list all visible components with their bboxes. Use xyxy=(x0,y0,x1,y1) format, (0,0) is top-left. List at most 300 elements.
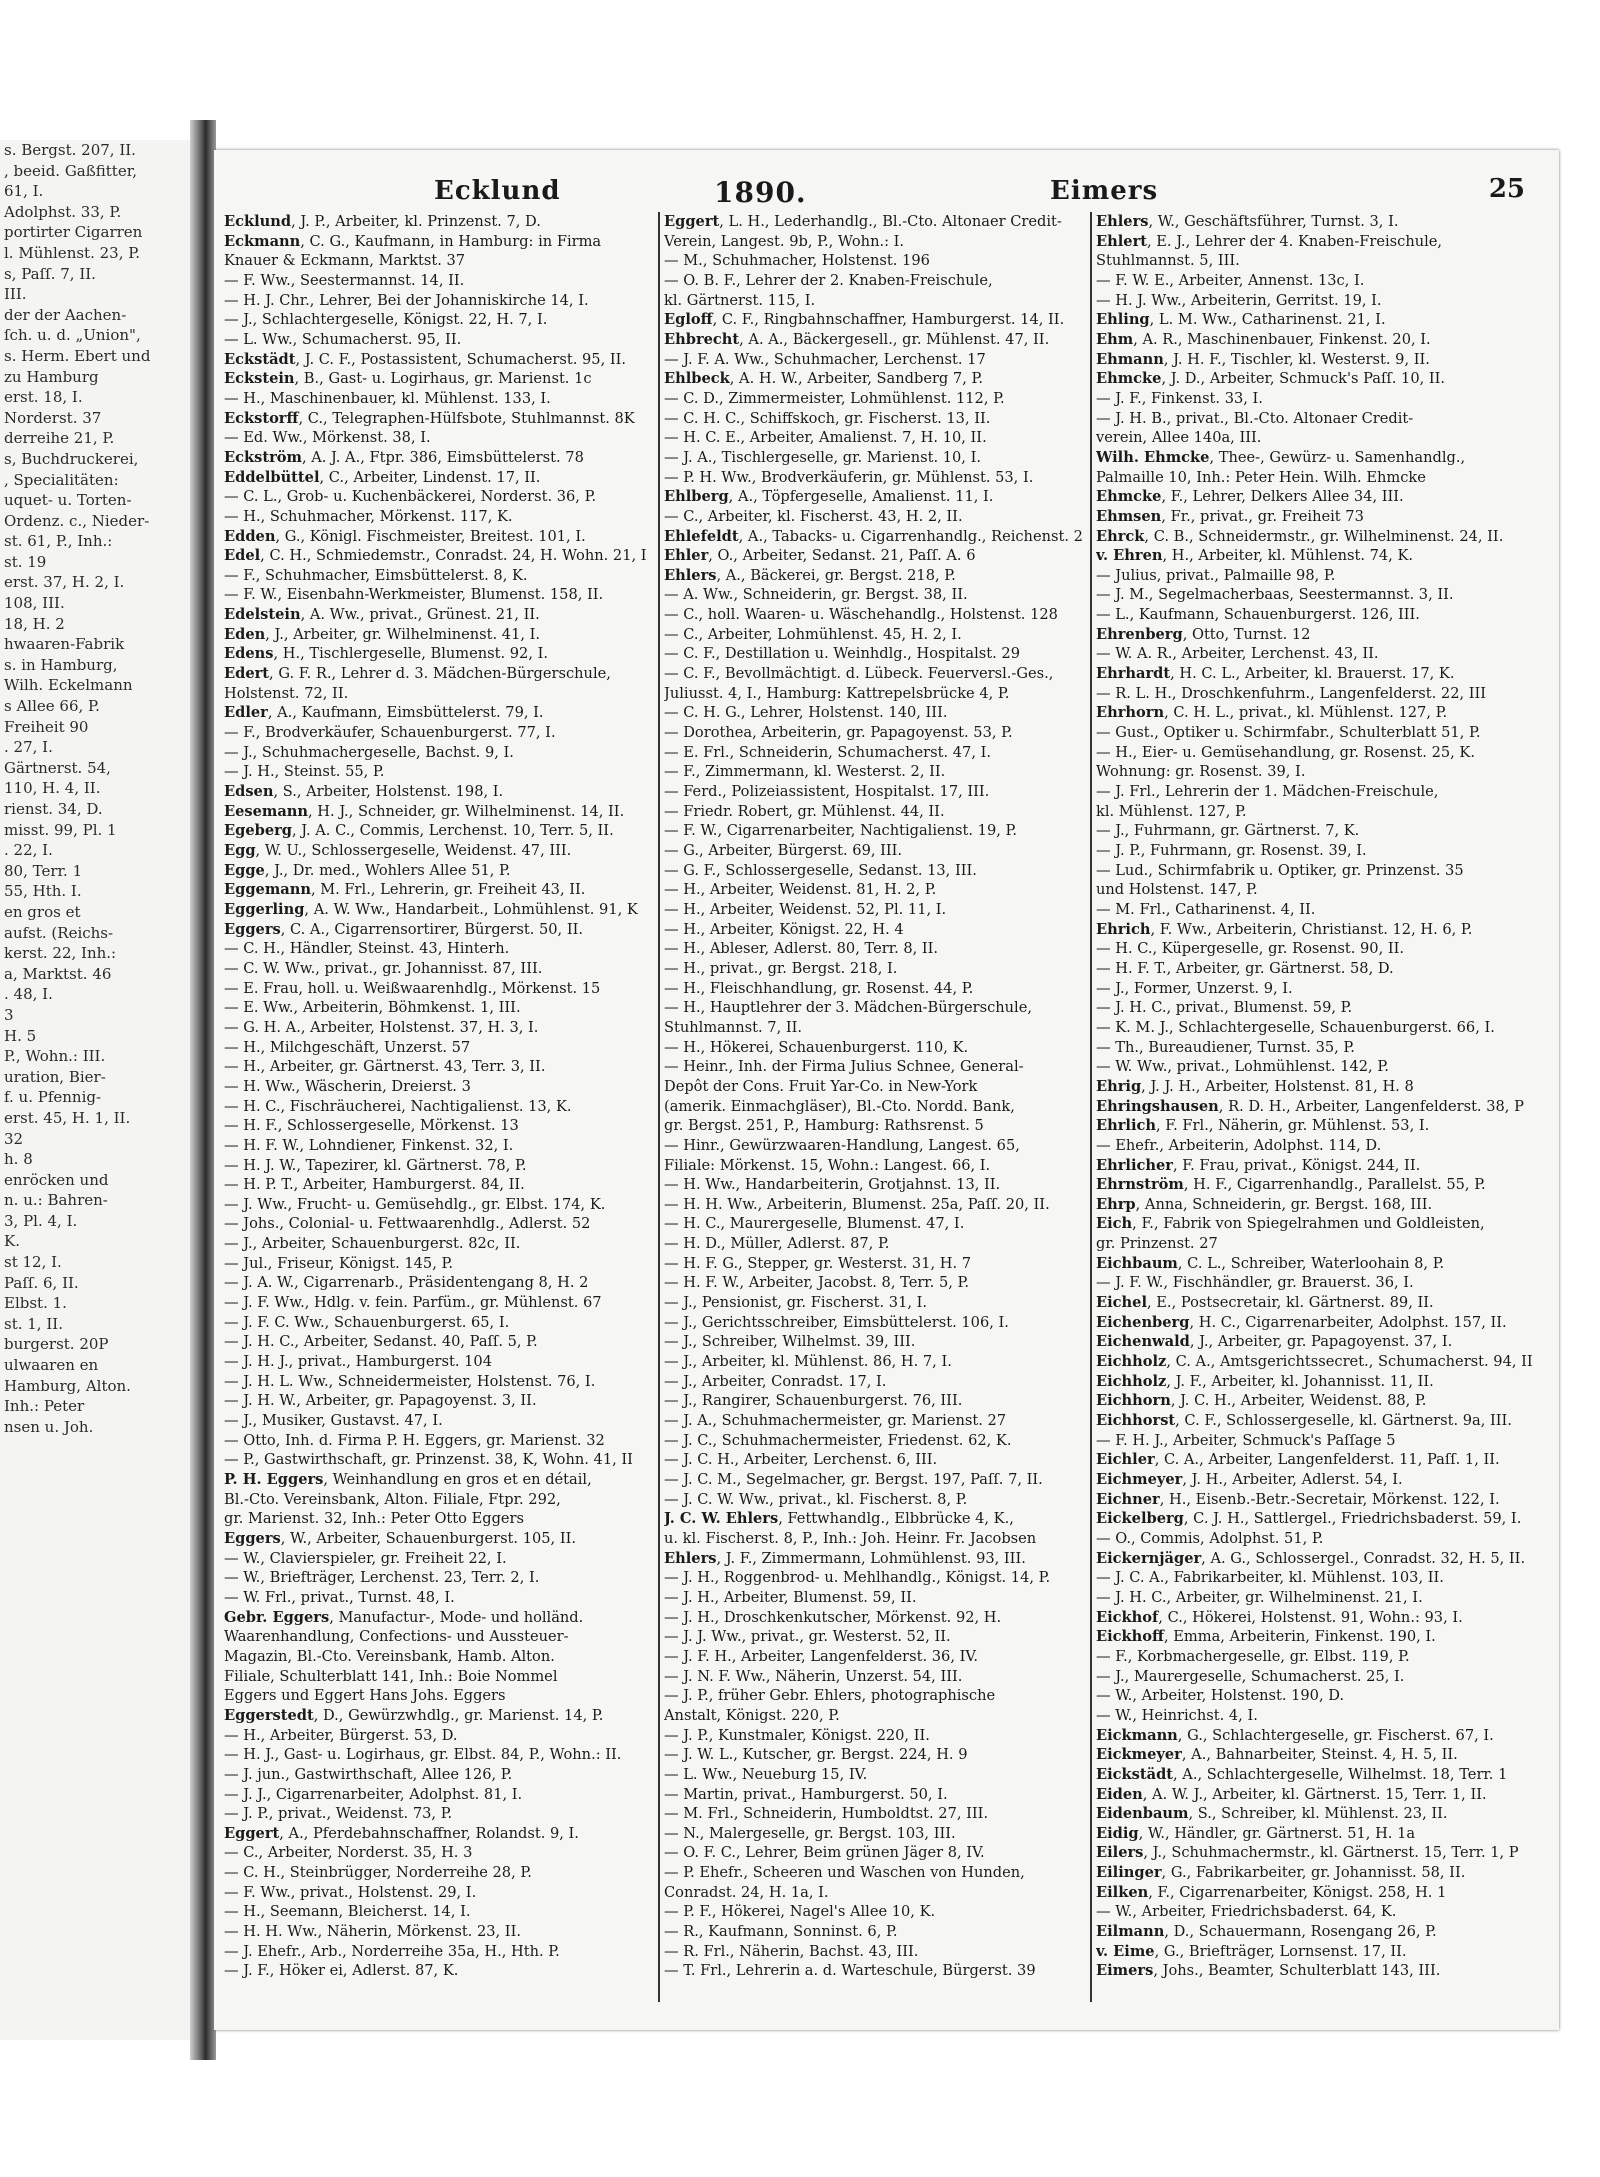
entry-surname: Ehm xyxy=(1096,330,1134,348)
directory-entry xyxy=(224,1195,654,1215)
directory-entry xyxy=(664,428,1086,448)
left-page-fragment: st. 1, II. xyxy=(4,1314,63,1333)
directory-entry xyxy=(224,546,654,566)
directory-entry xyxy=(224,880,654,900)
directory-entry xyxy=(1096,1726,1551,1746)
entry-surname: Eggert xyxy=(664,213,720,230)
left-page-fragment: 18, H. 2 xyxy=(4,614,65,633)
left-page-fragment: st. 19 xyxy=(4,552,47,571)
column-divider-2 xyxy=(1090,212,1092,2002)
entry-details: , W., Geschäftsführer, Turnst. 3, I. xyxy=(1148,213,1399,230)
entry-details: — J. Ww., Frucht- u. Gemüsehdlg., gr. Elbst. 174, K. xyxy=(224,1195,606,1213)
directory-entry xyxy=(1096,1509,1551,1529)
entry-details: gr. Marienst. 32, Inh.: Peter Otto Eggers xyxy=(224,1510,525,1528)
entry-details: — J., Gerichtsschreiber, Eimsbüttelerst. 106, I. xyxy=(664,1313,1009,1331)
left-page-fragment: en gros et xyxy=(4,902,81,921)
entry-surname: Ehlers xyxy=(664,566,717,584)
entry-details: — T. Frl., Lehrerin a. d. Warteschule, Bürgerst. 39 xyxy=(664,1962,1036,1980)
entry-details: — M. Frl., Catharinenst. 4, II. xyxy=(1096,900,1316,918)
entry-details: Holstenst. 72, II. xyxy=(224,684,349,702)
entry-details: , A., Kaufmann, Eimsbüttelerst. 79, I. xyxy=(267,704,544,722)
directory-entry xyxy=(664,1529,1086,1549)
left-page-fragment: portirter Cigarren xyxy=(4,223,143,242)
entry-details: — H. H. Ww., Näherin, Mörkenst. 23, II. xyxy=(224,1923,521,1941)
directory-entry xyxy=(224,1352,654,1372)
directory-entry xyxy=(1096,1647,1551,1667)
directory-entry xyxy=(224,1116,654,1136)
directory-entry xyxy=(224,1883,654,1903)
entry-surname: Eichhorn xyxy=(1096,1392,1171,1410)
entry-details: — C., Arbeiter, kl. Fischerst. 43, H. 2, II. xyxy=(664,507,963,525)
entry-details: Verein, Langest. 9b, P., Wohn.: I. xyxy=(664,232,905,250)
entry-details: , Johs., Beamter, Schulterblatt 143, III. xyxy=(1153,1962,1441,1980)
entry-details: , H., Tischlergeselle, Blumenst. 92, I. xyxy=(273,645,549,663)
directory-entry xyxy=(664,1431,1086,1451)
book-gutter xyxy=(190,120,216,2070)
directory-entry xyxy=(664,861,1086,881)
directory-entry xyxy=(1096,1254,1551,1274)
directory-entry xyxy=(664,802,1086,822)
entry-surname: Eilinger xyxy=(1096,1864,1162,1882)
entry-details: — J. H. L. Ww., Schneidermeister, Holstenst. 76, I. xyxy=(224,1372,596,1390)
entry-details: — W., Clavierspieler, gr. Freiheit 22, I. xyxy=(224,1549,507,1567)
entry-details: , A., Bahnarbeiter, Steinst. 4, H. 5, II. xyxy=(1181,1746,1458,1764)
entry-details: — J., Arbeiter, Schauenburgerst. 82c, II. xyxy=(224,1235,521,1253)
directory-entry xyxy=(664,900,1086,920)
directory-entry xyxy=(224,959,654,979)
directory-entry xyxy=(664,1214,1086,1234)
entry-details: — F. H. J., Arbeiter, Schmuck's Paſſage 5 xyxy=(1096,1431,1396,1449)
entry-surname: Ehrnström xyxy=(1096,1176,1184,1194)
entry-details: , H., Eisenb.-Betr.-Secretair, Mörkenst. 122, I. xyxy=(1159,1490,1500,1508)
entry-surname: Edens xyxy=(224,645,274,663)
directory-entry xyxy=(1096,369,1551,389)
entry-details: — M. Frl., Schneiderin, Humboldtst. 27, III. xyxy=(664,1805,989,1823)
directory-entry xyxy=(664,920,1086,940)
entry-details: — H. Ww., Wäscherin, Dreierst. 3 xyxy=(224,1077,471,1095)
directory-entry xyxy=(1096,644,1551,664)
entry-surname: Ehrig xyxy=(1096,1077,1142,1095)
entry-details: — H., Arbeiter, Bürgerst. 53, D. xyxy=(224,1726,458,1744)
directory-entry xyxy=(224,1686,654,1706)
directory-entry xyxy=(224,841,654,861)
entry-details: , G., Fabrikarbeiter, gr. Johannisst. 58, II. xyxy=(1161,1864,1466,1882)
entry-surname: Edden xyxy=(224,527,276,545)
directory-entry xyxy=(664,1647,1086,1667)
directory-entry xyxy=(224,1057,654,1077)
entry-details: — J. C., Schuhmachermeister, Friedenst. 62, K. xyxy=(664,1431,1012,1449)
entry-details: — H. J., Gast- u. Logirhaus, gr. Elbst. 84, P., Wohn.: II. xyxy=(224,1746,622,1764)
left-page-fragment: Inh.: Peter xyxy=(4,1397,85,1416)
entry-details: — N., Malergeselle, gr. Bergst. 103, III. xyxy=(664,1824,956,1842)
directory-entry xyxy=(224,389,654,409)
directory-entry xyxy=(1096,1843,1551,1863)
entry-details: — J. F., Finkenst. 33, I. xyxy=(1096,389,1263,407)
entry-details: — H. F., Schlossergeselle, Mörkenst. 13 xyxy=(224,1117,519,1135)
directory-entry xyxy=(664,1450,1086,1470)
directory-entry xyxy=(224,310,654,330)
left-page-fragment: 80, Terr. 1 xyxy=(4,861,83,880)
entry-surname: Eggert xyxy=(224,1824,280,1842)
entry-details: , A. H. W., Arbeiter, Sandberg 7, P. xyxy=(729,370,983,388)
entry-details: — H. F. W., Lohndiener, Finkenst. 32, I. xyxy=(224,1136,514,1154)
entry-details: — F. Ww., privat., Holstenst. 29, I. xyxy=(224,1883,477,1901)
header-right: Eimers xyxy=(1050,176,1159,206)
directory-entry xyxy=(664,1627,1086,1647)
entry-details: — F. Ww., Seestermannst. 14, II. xyxy=(224,271,465,289)
directory-entry xyxy=(664,566,1086,586)
entry-details: — J. A. W., Cigarrenarb., Präsidentengang 8, H. 2 xyxy=(224,1274,589,1292)
directory-entry xyxy=(1096,1431,1551,1451)
entry-details: , F. Frl., Näherin, gr. Mühlenst. 53, I. xyxy=(1156,1117,1430,1135)
left-page-fragment: . 48, I. xyxy=(4,985,53,1004)
entry-details: — O. B. F., Lehrer der 2. Knaben-Freischule, xyxy=(664,271,993,289)
entry-details: — H., Ableser, Adlerst. 80, Terr. 8, II. xyxy=(664,940,939,958)
directory-entry xyxy=(224,743,654,763)
entry-surname: Eckstein xyxy=(224,370,295,388)
entry-details: Bl.-Cto. Vereinsbank, Alton. Filiale, Ftpr. 292, xyxy=(224,1490,561,1508)
entry-surname: Ehlberg xyxy=(664,488,729,506)
entry-surname: Eggemann xyxy=(224,881,311,899)
entry-details: — W., Heinrichst. 4, I. xyxy=(1096,1706,1258,1724)
directory-entry xyxy=(664,1726,1086,1746)
directory-entry xyxy=(224,1961,654,1981)
directory-entry xyxy=(664,1411,1086,1431)
directory-entry xyxy=(1096,880,1551,900)
left-page-fragment: s, Paſſ. 7, II. xyxy=(4,264,96,283)
entry-details: , C., Arbeiter, Lindenst. 17, II. xyxy=(319,468,541,486)
directory-entry xyxy=(1096,1313,1551,1333)
directory-entry xyxy=(1096,1804,1551,1824)
directory-entry xyxy=(224,1018,654,1038)
directory-entry xyxy=(224,802,654,822)
directory-entry xyxy=(664,507,1086,527)
directory-entry xyxy=(1096,1214,1551,1234)
directory-entry xyxy=(1096,743,1551,763)
directory-entry xyxy=(1096,468,1551,488)
entry-surname: Ehlbeck xyxy=(664,370,730,388)
entry-surname: Edel xyxy=(224,547,261,565)
entry-details: , J., Dr. med., Wohlers Allee 51, P. xyxy=(264,861,511,879)
directory-entry xyxy=(1096,1057,1551,1077)
directory-entry xyxy=(1096,1391,1551,1411)
entry-surname: Ehlert xyxy=(1096,232,1147,250)
directory-entry xyxy=(664,821,1086,841)
entry-details: — H. P. T., Arbeiter, Hamburgerst. 84, II. xyxy=(224,1176,525,1194)
directory-entry xyxy=(664,409,1086,429)
entry-details: , C., Hökerei, Holstenst. 91, Wohn.: 93, I. xyxy=(1158,1608,1463,1626)
directory-entry xyxy=(1096,1234,1551,1254)
directory-entry xyxy=(224,723,654,743)
directory-entry xyxy=(1096,1293,1551,1313)
entry-details: , W. U., Schlossergeselle, Weidenst. 47, III. xyxy=(255,842,572,859)
directory-entry xyxy=(1096,1902,1551,1922)
directory-entry xyxy=(1096,1195,1551,1215)
entry-surname: Edert xyxy=(224,665,270,683)
directory-entry xyxy=(1096,350,1551,370)
directory-entry xyxy=(664,1293,1086,1313)
entry-details: — J., Maurergeselle, Schumacherst. 25, I. xyxy=(1096,1667,1405,1685)
entry-details: — W. Frl., privat., Turnst. 48, I. xyxy=(224,1588,455,1606)
entry-details: — J. Ehefr., Arb., Norderreihe 35a, H., Hth. P. xyxy=(224,1942,560,1960)
directory-entry xyxy=(664,1018,1086,1038)
directory-entry xyxy=(664,1883,1086,1903)
entry-details: — J. P., Kunstmaler, Königst. 220, II. xyxy=(664,1726,930,1744)
entry-details: — J. H., Roggenbrod- u. Mehlhandlg., Königst. 14, P. xyxy=(664,1569,1051,1587)
left-page-fragment: misst. 99, Pl. 1 xyxy=(4,820,117,839)
directory-entry xyxy=(664,979,1086,999)
entry-details: , C. H., Schmiedemstr., Conradst. 24, H. Wohn. 21, I xyxy=(260,547,647,565)
entry-details: , A., Schlachtergeselle, Wilhelmst. 18, Terr. 1 xyxy=(1173,1765,1508,1783)
directory-entry xyxy=(224,1549,654,1569)
entry-details: — Ferd., Polizeiassistent, Hospitalst. 17, III. xyxy=(664,783,990,801)
directory-entry xyxy=(1096,1116,1551,1136)
entry-details: , J. P., Arbeiter, kl. Prinzenst. 7, D. xyxy=(291,213,541,230)
entry-details: — G. H. A., Arbeiter, Holstenst. 37, H. 3, I. xyxy=(224,1018,539,1036)
entry-details: — W. A. R., Arbeiter, Lerchenst. 43, II. xyxy=(1096,645,1379,663)
entry-details: , J. C. H., Arbeiter, Weidenst. 88, P. xyxy=(1170,1392,1427,1410)
directory-entry xyxy=(224,1627,654,1647)
directory-entry xyxy=(224,939,654,959)
left-page-fragment: 32 xyxy=(4,1129,24,1148)
directory-entry xyxy=(1096,1686,1551,1706)
directory-entry xyxy=(664,350,1086,370)
entry-details: — J. F. W., Fischhändler, gr. Brauerst. 36, I. xyxy=(1096,1274,1414,1292)
directory-entry xyxy=(1096,271,1551,291)
directory-page xyxy=(214,150,1559,2030)
directory-entry xyxy=(664,1057,1086,1077)
directory-entry xyxy=(224,1293,654,1313)
entry-details: , Fettwhandlg., Elbbrücke 4, K., xyxy=(778,1510,1014,1528)
directory-entry xyxy=(224,271,654,291)
entry-details: — H., Arbeiter, gr. Gärtnerst. 43, Terr. 3, II. xyxy=(224,1058,546,1076)
directory-entry xyxy=(664,1391,1086,1411)
entry-details: — L., Kaufmann, Schauenburgerst. 126, III. xyxy=(1096,606,1420,624)
entry-details: — J. H., Droschkenkutscher, Mörkenst. 92, H. xyxy=(664,1608,1002,1626)
entry-details: — J. Frl., Lehrerin der 1. Mädchen-Freischule, xyxy=(1096,783,1439,801)
entry-surname: Ehrenberg xyxy=(1096,625,1183,643)
entry-details: — A. Ww., Schneiderin, gr. Bergst. 38, II. xyxy=(664,586,968,604)
directory-entry xyxy=(224,212,654,232)
entry-surname: Ehrhorn xyxy=(1096,704,1165,722)
directory-entry xyxy=(1096,1588,1551,1608)
entry-details: , C. H. L., privat., kl. Mühlenst. 127, P. xyxy=(1164,704,1448,722)
directory-entry xyxy=(664,664,1086,684)
entry-details: — O. F. C., Lehrer, Beim grünen Jäger 8, IV. xyxy=(664,1844,985,1862)
directory-entry xyxy=(1096,1352,1551,1372)
entry-details: — C. H. C., Schiffskoch, gr. Fischerst. 13, II. xyxy=(664,409,991,427)
left-page-fragment: der der Aachen- xyxy=(4,305,127,324)
entry-details: — H., Milchgeschäft, Unzerst. 57 xyxy=(224,1038,471,1056)
directory-entry xyxy=(664,1745,1086,1765)
entry-surname: Ehlers xyxy=(664,1549,717,1567)
entry-details: — R. Frl., Näherin, Bachst. 43, III. xyxy=(664,1942,919,1960)
entry-surname: Eiden xyxy=(1096,1785,1143,1803)
directory-entry xyxy=(224,1824,654,1844)
left-page-fragment: erst. 18, I. xyxy=(4,388,83,407)
directory-entry xyxy=(224,1136,654,1156)
left-page-fragment: rienst. 34, D. xyxy=(4,800,103,818)
directory-entry xyxy=(664,1568,1086,1588)
entry-details: — Dorothea, Arbeiterin, gr. Papagoyenst. 53, P. xyxy=(664,724,1013,742)
directory-entry xyxy=(1096,448,1551,468)
left-page-fragment: Hamburg, Alton. xyxy=(4,1376,131,1395)
entry-surname: Eichler xyxy=(1096,1451,1155,1469)
directory-entry xyxy=(664,939,1086,959)
entry-details: , C. F., Schlossergeselle, kl. Gärtnerst. 9a, III. xyxy=(1175,1412,1512,1430)
left-page-fragment: uquet- u. Torten- xyxy=(4,491,132,510)
directory-entry xyxy=(664,1843,1086,1863)
directory-entry xyxy=(224,821,654,841)
left-page-fragment: Adolphst. 33, P. xyxy=(4,202,122,221)
entry-details: , Otto, Turnst. 12 xyxy=(1182,625,1311,643)
entry-details: , H. F., Cigarrenhandlg., Parallelst. 55, P. xyxy=(1183,1176,1486,1194)
entry-details: , Thee-, Gewürz- u. Samenhandlg., xyxy=(1209,448,1466,466)
directory-entry xyxy=(1096,1961,1551,1981)
directory-entry xyxy=(664,1097,1086,1117)
entry-details: , J., Arbeiter, gr. Wilhelminenst. 41, I. xyxy=(265,625,541,643)
directory-entry xyxy=(224,605,654,625)
directory-entry xyxy=(224,585,654,605)
entry-details: — M., Schuhmacher, Holstenst. 196 xyxy=(664,252,930,270)
directory-entry xyxy=(1096,998,1551,1018)
directory-entry xyxy=(224,762,654,782)
entry-details: — Lud., Schirmfabrik u. Optiker, gr. Prinzenst. 35 xyxy=(1096,861,1464,879)
entry-surname: Ehrlicher xyxy=(1096,1156,1173,1174)
entry-details: , F., Cigarrenarbeiter, Königst. 258, H. 1 xyxy=(1148,1883,1447,1901)
entry-surname: v. Ehren xyxy=(1096,547,1163,565)
entry-details: kl. Mühlenst. 127, P. xyxy=(1096,802,1247,820)
left-page-fragment: s. Herm. Ebert und xyxy=(4,346,151,365)
entry-details: , A. R., Maschinenbauer, Finkenst. 20, I. xyxy=(1133,330,1431,348)
directory-entry xyxy=(1096,1568,1551,1588)
entry-surname: Eilers xyxy=(1096,1844,1144,1862)
entry-surname: Ehlefeldt xyxy=(664,527,739,545)
entry-surname: Ehler xyxy=(664,547,709,565)
directory-entry xyxy=(1096,1529,1551,1549)
left-page-fragment: 3, Pl. 4, I. xyxy=(4,1211,78,1230)
directory-entry xyxy=(664,1863,1086,1883)
entry-details: — E. Frl., Schneiderin, Schumacherst. 47, I. xyxy=(664,743,991,761)
directory-entry xyxy=(224,1156,654,1176)
entry-details: , C. J. H., Sattlergel., Friedrichsbaderst. 59, I. xyxy=(1183,1510,1522,1528)
entry-surname: Eidig xyxy=(1096,1824,1139,1842)
directory-entry xyxy=(224,527,654,547)
entry-surname: Eickstädt xyxy=(1096,1765,1174,1783)
left-page-fragment: Gärtnerst. 54, xyxy=(4,758,111,777)
directory-entry xyxy=(224,1372,654,1392)
entry-details: — G., Arbeiter, Bürgerst. 69, III. xyxy=(664,842,903,859)
entry-surname: Eesemann xyxy=(224,802,309,820)
entry-details: — H., Hauptlehrer der 3. Mädchen-Bürgerschule, xyxy=(664,999,1032,1017)
entry-details: , A. W. Ww., Handarbeit., Lohmühlenst. 91, K xyxy=(304,900,638,918)
entry-details: — J. H. C., Arbeiter, Sedanst. 40, Paſſ. 5, P. xyxy=(224,1333,538,1351)
entry-details: — J., Arbeiter, Conradst. 17, I. xyxy=(664,1372,887,1390)
directory-entry xyxy=(1096,605,1551,625)
entry-surname: Eggers xyxy=(224,1529,281,1547)
column-3 xyxy=(1096,212,1551,2012)
entry-surname: Ehmcke xyxy=(1096,488,1162,506)
column-2 xyxy=(664,212,1086,2012)
entry-details: , Manufactur-, Mode- und holländ. xyxy=(329,1608,584,1626)
directory-entry xyxy=(224,664,654,684)
directory-entry xyxy=(224,1470,654,1490)
directory-entry xyxy=(224,1411,654,1431)
directory-entry xyxy=(664,762,1086,782)
entry-details: — H., Maschinenbauer, kl. Mühlenst. 133, I. xyxy=(224,389,551,407)
entry-surname: Egloff xyxy=(664,311,713,329)
entry-details: — H., Eier- u. Gemüsehandlung, gr. Rosenst. 25, K. xyxy=(1096,743,1475,761)
entry-details: Eggers und Eggert Hans Johs. Eggers xyxy=(224,1687,506,1705)
entry-surname: Eichbaum xyxy=(1096,1254,1178,1272)
entry-details: Wohnung: gr. Rosenst. 39, I. xyxy=(1096,763,1306,781)
directory-entry xyxy=(224,1097,654,1117)
directory-entry xyxy=(664,1175,1086,1195)
directory-entry xyxy=(224,1391,654,1411)
header-year: 1890. xyxy=(714,176,807,209)
directory-entry xyxy=(1096,1706,1551,1726)
directory-entry xyxy=(1096,939,1551,959)
directory-entry xyxy=(224,1568,654,1588)
directory-entry xyxy=(664,527,1086,547)
entry-details: , E., Postsecretair, kl. Gärtnerst. 89, II. xyxy=(1147,1294,1434,1312)
entry-surname: Ehbrecht xyxy=(664,330,740,348)
entry-details: verein, Allee 140a, III. xyxy=(1096,429,1262,447)
entry-surname: Ehmcke xyxy=(1096,370,1162,388)
entry-details: , G., Schlachtergeselle, gr. Fischerst. 67, I. xyxy=(1177,1726,1494,1744)
directory-entry xyxy=(224,232,654,252)
entry-details: , F. Ww., Arbeiterin, Christianst. 12, H. 6, P. xyxy=(1150,920,1473,938)
entry-details: — J. M., Segelmacherbaas, Seestermannst. 3, II. xyxy=(1096,586,1454,604)
entry-details: — E. Ww., Arbeiterin, Böhmkenst. 1, III. xyxy=(224,999,521,1017)
entry-details: — Julius, privat., Palmaille 98, P. xyxy=(1096,566,1336,584)
directory-entry xyxy=(1096,1411,1551,1431)
directory-entry xyxy=(1096,1175,1551,1195)
entry-surname: Ehling xyxy=(1096,311,1150,329)
entry-details: , S., Arbeiter, Holstenst. 198, I. xyxy=(273,783,504,801)
left-page-fragment: Paſſ. 6, II. xyxy=(4,1273,79,1292)
entry-surname: Edler xyxy=(224,704,268,722)
entry-details: — F., Korbmachergeselle, gr. Elbst. 119, P. xyxy=(1096,1647,1410,1665)
entry-details: gr. Prinzenst. 27 xyxy=(1096,1235,1218,1253)
directory-entry xyxy=(224,1529,654,1549)
left-page-fragment: Ordenz. c., Nieder- xyxy=(4,511,150,530)
directory-entry xyxy=(664,1234,1086,1254)
entry-details: Stuhlmannst. 7, II. xyxy=(664,1018,803,1036)
directory-entry xyxy=(224,1254,654,1274)
left-page-fragment: h. 8 xyxy=(4,1150,33,1169)
entry-details: — W., Arbeiter, Holstenst. 190, D. xyxy=(1096,1687,1345,1705)
entry-details: — O., Commis, Adolphst. 51, P. xyxy=(1096,1529,1324,1547)
entry-details: — J. P., privat., Weidenst. 73, P. xyxy=(224,1805,453,1823)
entry-surname: Eichmeyer xyxy=(1096,1471,1183,1488)
entry-details: — H., Seemann, Bleicherst. 14, I. xyxy=(224,1903,471,1921)
left-page-fragment: derreihe 21, P. xyxy=(4,429,115,448)
left-page-fragment: n. u.: Bahren- xyxy=(4,1191,108,1210)
entry-details: , W., Händler, gr. Gärtnerst. 51, H. 1a xyxy=(1138,1824,1416,1842)
directory-entry xyxy=(664,1549,1086,1569)
left-page-fragment: K. xyxy=(4,1232,20,1251)
directory-entry xyxy=(1096,782,1551,802)
entry-surname: Eickhof xyxy=(1096,1608,1159,1626)
entry-details: — P. Ehefr., Scheeren und Waschen von Hunden, xyxy=(664,1864,1025,1882)
entry-details: , S., Schreiber, kl. Mühlenst. 23, II. xyxy=(1188,1805,1448,1823)
left-page-fragment: a, Marktst. 46 xyxy=(4,964,112,983)
directory-entry xyxy=(1096,1372,1551,1392)
entry-details: — P. H. Ww., Brodverkäuferin, gr. Mühlenst. 53, I. xyxy=(664,468,1034,486)
entry-details: — P., Gastwirthschaft, gr. Prinzenst. 38, K, Wohn. 41, II xyxy=(224,1451,633,1469)
entry-details: — H., Schuhmacher, Mörkenst. 117, K. xyxy=(224,507,513,525)
